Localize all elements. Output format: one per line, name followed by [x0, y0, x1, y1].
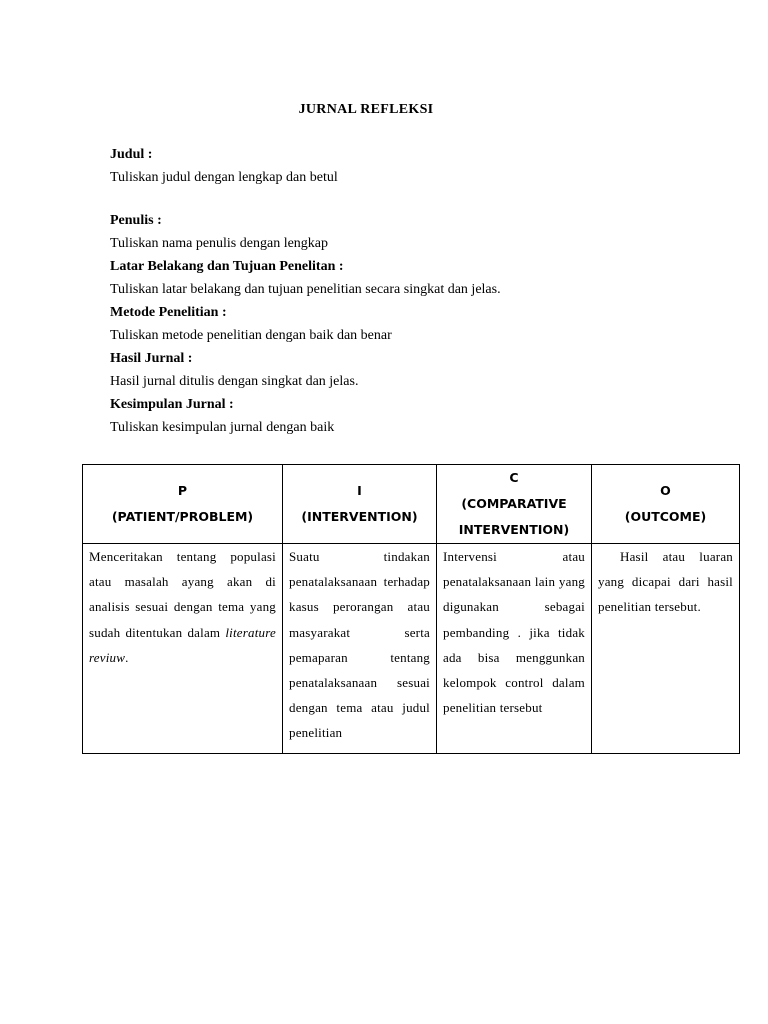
section-body-judul: Tuliskan judul dengan lengkap dan betul [110, 170, 338, 185]
header-letter: I [357, 483, 362, 498]
section-heading-kesimpulan: Kesimpulan Jurnal : [110, 397, 234, 412]
cell-intervention [283, 544, 437, 754]
header-label: (COMPARATIVE INTERVENTION) [458, 496, 570, 537]
cell-outcome [592, 544, 740, 754]
cell-period: . [125, 649, 129, 665]
cell-patient-problem [83, 544, 283, 754]
cell-text: Intervensi atau penatalaksanaan lain yang digunakan sebagai pembanding . jika tidak ada bisa menggunkan kelompok control dalam penelitian tersebut [443, 549, 585, 716]
section-body-penulis: Tuliskan nama penulis dengan lengkap [110, 236, 329, 251]
table-row [83, 544, 740, 754]
section-heading-penulis: Penulis : [110, 213, 162, 228]
header-letter: O [660, 483, 671, 498]
header-comparative-intervention [437, 465, 592, 544]
header-letter: P [177, 483, 188, 498]
header-outcome [592, 465, 740, 544]
cell-text: Hasil atau luaran yang dicapai dari hasil penelitian tersebut. [598, 549, 733, 615]
header-letter: C [509, 470, 519, 485]
header-label: (OUTCOME) [624, 509, 707, 524]
section-heading-judul: Judul : [110, 147, 153, 162]
cell-italic-term: literature reviuw [89, 624, 276, 665]
section-heading-metode: Metode Penelitian : [110, 305, 227, 320]
section-body-latar-belakang: Tuliskan latar belakang dan tujuan penelitian secara singkat dan jelas. [110, 282, 501, 297]
header-patient-problem [83, 465, 283, 544]
section-body-kesimpulan: Tuliskan kesimpulan jurnal dengan baik [110, 420, 335, 435]
section-gap [110, 190, 710, 210]
header-label: (INTERVENTION) [301, 509, 418, 524]
section-body-metode: Tuliskan metode penelitian dengan baik dan benar [110, 328, 392, 343]
header-label: (PATIENT/PROBLEM) [111, 509, 254, 524]
cell-text: Suatu tindakan penatalaksanaan terhadap kasus perorangan atau masyarakat serta pemaparan tentang penatalaksanaan sesuai dengan tema atau judul penelitian [289, 549, 430, 741]
section-heading-hasil: Hasil Jurnal : [110, 351, 193, 366]
table-header-row [83, 465, 740, 544]
pico-table [82, 464, 740, 754]
page-title: JURNAL REFLEKSI [298, 102, 434, 117]
section-heading-latar-belakang: Latar Belakang dan Tujuan Penelitan : [110, 259, 344, 274]
reflection-sections [110, 144, 710, 440]
section-body-hasil: Hasil jurnal ditulis dengan singkat dan jelas. [110, 374, 359, 389]
header-intervention [283, 465, 437, 544]
cell-comparative-intervention [437, 544, 592, 754]
cell-text: Menceritakan tentang populasi atau masalah ayang akan di analisis sesuai dengan tema yang sudah ditentukan dalam [89, 549, 276, 640]
